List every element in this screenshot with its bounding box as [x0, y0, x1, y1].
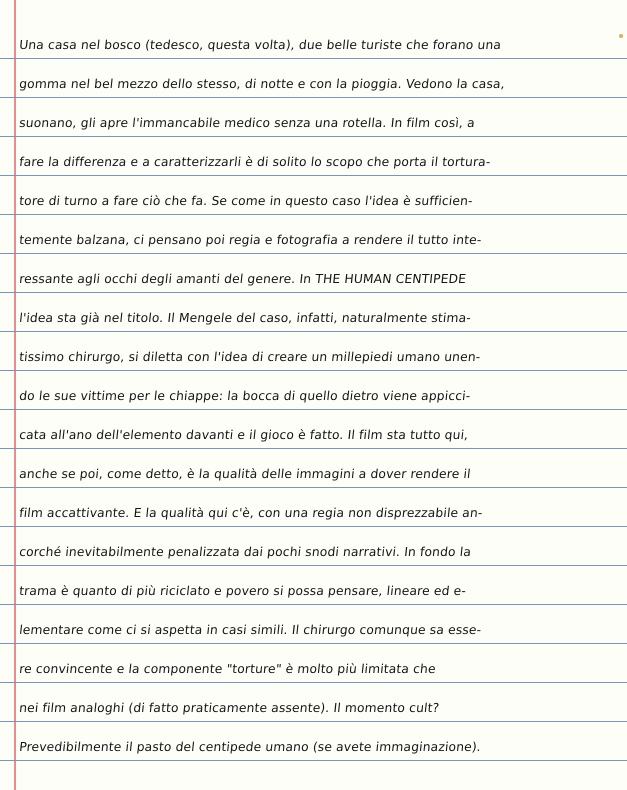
ruled-line	[0, 760, 627, 761]
ink-dot	[619, 34, 623, 38]
handwritten-line: re convincente e la componente "torture" è molto più limitata che	[18, 662, 437, 676]
ruled-line	[0, 643, 627, 644]
ruled-line	[0, 370, 627, 371]
ruled-line	[0, 448, 627, 449]
handwritten-line: l'idea sta già nel titolo. Il Mengele del caso, infatti, naturalmente stima-	[18, 311, 472, 325]
handwritten-line: tore di turno a fare ciò che fa. Se come in questo caso l'idea è sufficien-	[18, 194, 474, 208]
ruled-line	[0, 97, 627, 98]
handwritten-line: Una casa nel bosco (tedesco, questa volta), due belle turiste che forano una	[18, 38, 502, 52]
ruled-line	[0, 721, 627, 722]
handwritten-line: trama è quanto di più riciclato e povero si possa pensare, lineare ed e-	[18, 584, 467, 598]
handwritten-line: temente balzana, ci pensano poi regia e fotografia a rendere il tutto inte-	[18, 233, 483, 247]
handwritten-line: film accattivante. E la qualità qui c'è, con una regia non disprezzabile an-	[18, 506, 484, 520]
ruled-line	[0, 526, 627, 527]
handwritten-line: anche se poi, come detto, è la qualità delle immagini a dover rendere il	[18, 467, 472, 481]
handwritten-line: suonano, gli apre l'immancabile medico senza una rotella. In film così, a	[18, 116, 476, 130]
handwritten-line: fare la differenza e a caratterizzarli è di solito lo scopo che porta il tortura-	[18, 155, 492, 169]
ruled-line	[0, 136, 627, 137]
ruled-line	[0, 682, 627, 683]
ruled-line	[0, 175, 627, 176]
handwritten-line: nei film analoghi (di fatto praticamente assente). Il momento cult?	[18, 701, 441, 715]
handwritten-line: cata all'ano dell'elemento davanti e il gioco è fatto. Il film sta tutto qui,	[18, 428, 469, 442]
ruled-line	[0, 409, 627, 410]
ruled-line	[0, 487, 627, 488]
ruled-line	[0, 214, 627, 215]
handwritten-line: gomma nel bel mezzo dello stesso, di notte e con la pioggia. Vedono la casa,	[18, 77, 506, 91]
handwritten-line: corché inevitabilmente penalizzata dai pochi snodi narrativi. In fondo la	[18, 545, 472, 559]
ruled-line	[0, 565, 627, 566]
handwritten-line: do le sue vittime per le chiappe: la bocca di quello dietro viene appicci-	[18, 389, 472, 403]
ruled-line	[0, 253, 627, 254]
handwritten-line: lementare come ci si aspetta in casi simili. Il chirurgo comunque sa esse-	[18, 623, 483, 637]
handwritten-line: Prevedibilmente il pasto del centipede umano (se avete immaginazione).	[18, 740, 482, 754]
margin-line	[14, 0, 16, 790]
ruled-line	[0, 292, 627, 293]
ruled-line	[0, 58, 627, 59]
ruled-line	[0, 604, 627, 605]
handwritten-line: tissimo chirurgo, si diletta con l'idea di creare un millepiedi umano unen-	[18, 350, 482, 364]
handwritten-line: ressante agli occhi degli amanti del genere. In THE HUMAN CENTIPEDE	[18, 272, 467, 286]
ruled-line	[0, 331, 627, 332]
